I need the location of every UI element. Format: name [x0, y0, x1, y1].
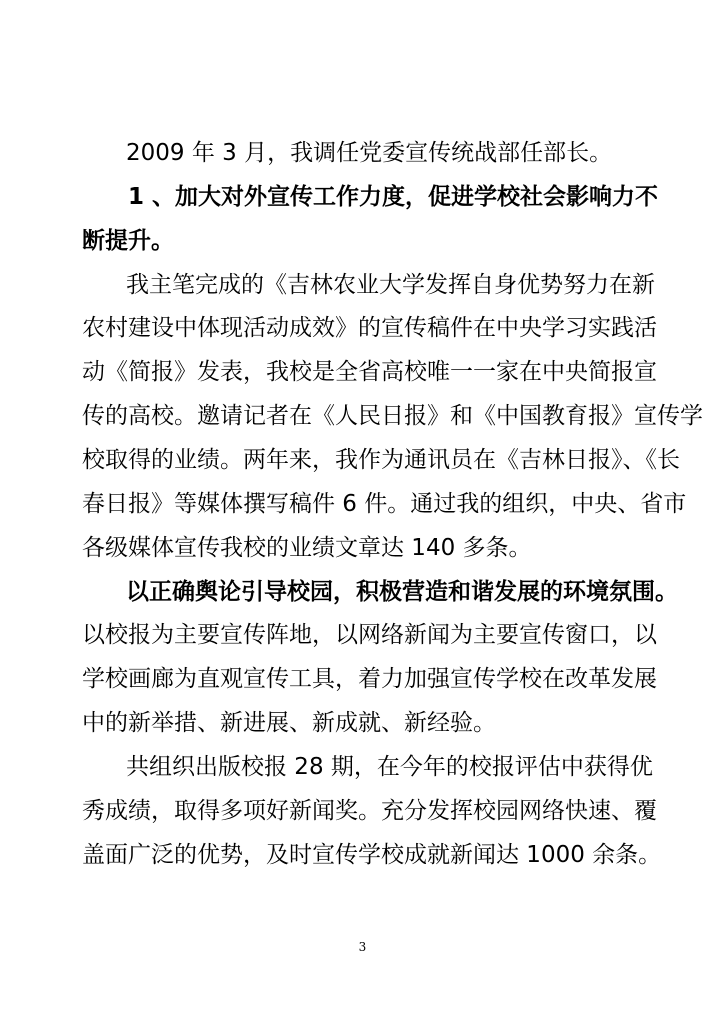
paragraph-line: 学校画廊为直观宣传工具，着力加强宣传学校在改革发展 — [82, 666, 657, 692]
paragraph-line: 各级媒体宣传我校的业绩文章达 140 多条。 — [82, 535, 532, 561]
paragraph-line: 农村建设中体现活动成效》的宣传稿件在中央学习实践活 — [82, 315, 657, 341]
paragraph-line: 动《简报》发表，我校是全省高校唯一一家在中央简报宣 — [82, 359, 657, 385]
section-heading-line: 以正确舆论引导校园，积极营造和谐发展的环境氛围。 — [126, 579, 678, 605]
paragraph-line: 以校报为主要宣传阵地，以网络新闻为主要宣传窗口，以 — [82, 622, 657, 648]
paragraph-line: 我主笔完成的《吉林农业大学发挥自身优势努力在新 — [126, 272, 655, 298]
paragraph-line: 中的新举措、新进展、新成就、新经验。 — [82, 710, 496, 736]
paragraph-line: 盖面广泛的优势，及时宣传学校成就新闻达 1000 余条。 — [82, 842, 662, 868]
section-heading-line: 断提升。 — [82, 228, 174, 254]
paragraph-line: 共组织出版校报 28 期，在今年的校报评估中获得优 — [126, 754, 653, 780]
paragraph-line: 校取得的业绩。两年来，我作为通讯员在《吉林日报》、《长 — [82, 447, 680, 473]
paragraph-line: 春日报》等媒体撰写稿件 6 件。通过我的组织，中央、省市 — [82, 491, 687, 517]
paragraph-line: 传的高校。邀请记者在《人民日报》和《中国教育报》宣传学 — [82, 403, 703, 429]
paragraph-line: 秀成绩，取得多项好新闻奖。充分发挥校园网络快速、覆 — [82, 798, 657, 824]
paragraph-line: 2009 年 3 月，我调任党委宣传统战部任部长。 — [126, 140, 613, 166]
section-heading-line: 1 、加大对外宣传工作力度，促进学校社会影响力不 — [128, 184, 659, 210]
page-number: 3 — [358, 940, 367, 954]
